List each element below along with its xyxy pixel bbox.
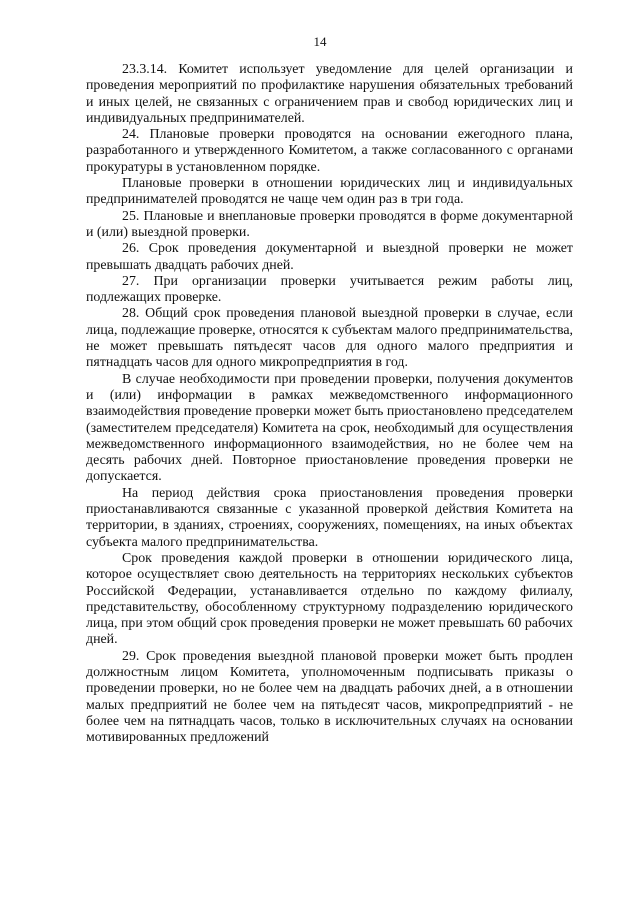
paragraph-26: 26. Срок проведения документарной и выездной проверки не может превышать двадцать рабочих дней.	[86, 241, 573, 273]
paragraph-23-3-14: 23.3.14. Комитет использует уведомление для целей организации и проведения мероприятий по профилактике нарушения обязательных требований и иных целей, не связанных с ограничением прав и свобод юридических лиц и индивидуальных предпринимателей.	[86, 62, 573, 126]
paragraph-28-multiregional: Срок проведения каждой проверки в отношении юридического лица, которое осуществляет свою деятельность на территориях нескольких субъектов Российской Федерации, устанавливается отдельно по каждому филиалу, представительству, обособленному структурному подразделению юридического лица, при этом общий срок проведения проверки не может превышать 60 рабочих дней.	[86, 550, 573, 648]
paragraph-27: 27. При организации проверки учитывается режим работы лиц, подлежащих проверке.	[86, 273, 573, 306]
paragraph-24: 24. Плановые проверки проводятся на основании ежегодного плана, разработанного и утвержденного Комитетом, а также согласованного с органами прокуратуры в установленном порядке.	[86, 127, 573, 175]
paragraph-28-suspension: В случае необходимости при проведении проверки, получения документов и (или) информации в рамках межведомственного информационного взаимодействия проведение проверки может быть приостановлено председателем (заместителем председателя) Комитета на срок, необходимый для осуществления межведомственного информационного взаимодействия, но не более чем на десять рабочих дней. Повторное приостановление проведения проверки не допускается.	[86, 371, 573, 485]
document-body	[86, 62, 573, 746]
paragraph-29: 29. Срок проведения выездной плановой проверки может быть продлен должностным лицом Комитета, уполномоченным подписывать приказы о проведении проверки, но не более чем на двадцать рабочих дней, а в отношении малых предприятий не более чем на пятьдесят часов, микропредприятий - не более чем на пятнадцать часов, только в исключительных случаях на основании мотивированных предложений	[86, 648, 573, 746]
paragraph-25: 25. Плановые и внеплановые проверки проводятся в форме документарной и (или) выездной проверки.	[86, 208, 573, 240]
paragraph-28-suspension-period: На период действия срока приостановления проведения проверки приостанавливаются связанные с указанной проверкой действия Комитета на территории, в зданиях, строениях, сооружениях, помещениях, на иных объектах субъекта малого предпринимательства.	[86, 485, 573, 550]
paragraph-24-frequency: Плановые проверки в отношении юридических лиц и индивидуальных предпринимателей проводятся не чаще чем один раз в три года.	[86, 176, 573, 208]
page-number: 14	[313, 34, 327, 49]
paragraph-28: 28. Общий срок проведения плановой выездной проверки в случае, если лица, подлежащие проверке, относятся к субъектам малого предпринимательства, не может превышать пятьдесят часов для одного малого предприятия и пятнадцать часов для одного микропредприятия в год.	[86, 306, 573, 371]
